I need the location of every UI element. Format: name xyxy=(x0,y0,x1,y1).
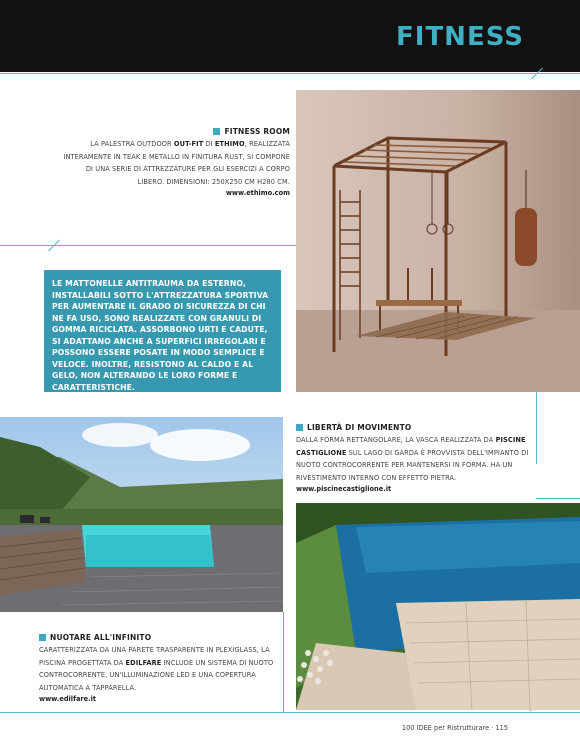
bullet-square-icon xyxy=(213,128,220,135)
fitness-room-title: FITNESS ROOM xyxy=(60,126,290,136)
liberta-body: DALLA FORMA RETTANGOLARE, LA VASCA REALIZZATA DA PISCINE CASTIGLIONE SUL LAGO DI GARDA È PROVVISTA DELL'IMPIANTO DI NUOTO CONTROCORRENTE PER MANTENERSI IN FORMA. HA UN RIVESTIMENTO INTERNO CON EFFETTO PIETRA. xyxy=(296,436,529,482)
castiglione-pool-photo xyxy=(296,503,580,710)
fitness-room-photo xyxy=(296,90,580,392)
divider-line xyxy=(536,498,580,499)
bullet-square-icon xyxy=(296,424,303,431)
callout-box xyxy=(44,270,281,392)
callout-text: LE MATTONELLE ANTITRAUMA DA ESTERNO, INSTALLABILI SOTTO L'ATTREZZATURA SPORTIVA PER AUMENTARE IL GRADO DI SICUREZZA DI CHI NE FA USO, SONO REALIZZATE CON GRANULI DI GOMMA RICICLATA. ASSORBONO URTI E CADUTE, SI ADATTANO ANCHE A SUPERFICI IRREGOLARI E POSSONO ESSERE POSATE IN MODO SEMPLICE E VELOCE. INOLTRE, RESISTONO AL CALDO E AL GELO, NON ALTERANDO LE LORO FORME E CARATTERISTICHE. xyxy=(52,279,269,392)
divider-line xyxy=(283,612,284,712)
divider-line xyxy=(0,245,296,246)
edilfare-pool-photo xyxy=(0,417,283,612)
fitness-room-url[interactable]: www.ethimo.com xyxy=(225,189,290,197)
brand-name: EDILFARE xyxy=(125,658,162,667)
liberta-title: LIBERTÀ DI MOVIMENTO xyxy=(296,422,532,432)
bullet-square-icon xyxy=(39,634,46,641)
product-name: OUT-FIT xyxy=(173,140,204,148)
nuotare-body: CARATTERIZZATA DA UNA PARETE TRASPARENTE IN PLEXIGLASS, LA PISCINA PROGETTATA DA EDILFARE INCLUDE UN SISTEMA DI NUOTO CONTROCORRENTE, UN'ILLUMINAZIONE LED E UNA COPERTURA AUTOMATICA A TAPPARELLA. xyxy=(39,646,274,692)
liberta-caption xyxy=(296,422,532,493)
fitness-room-body: LA PALESTRA OUTDOOR OUT-FIT DI ETHIMO, REALIZZATA INTERAMENTE IN TEAK E METALLO IN FINITURA RUST, SI COMPONE DI UNA SERIE DI ATTREZZATURE PER GLI ESERCIZI A CORPO LIBERO. DIMENSIONI: 250X250 CM H280 CM. xyxy=(63,140,290,186)
liberta-url[interactable]: www.piscinecastiglione.it xyxy=(296,485,392,493)
nuotare-url[interactable]: www.edilfare.it xyxy=(39,695,97,703)
brand-name: PISCINE CASTIGLIONE xyxy=(296,436,526,457)
page-footer: 100 IDEE per Ristrutturare · 115 xyxy=(401,724,508,732)
nuotare-caption xyxy=(39,632,277,703)
divider-line xyxy=(536,392,537,464)
divider-line xyxy=(0,712,580,713)
section-title: FITNESS xyxy=(396,22,524,52)
fitness-room-caption xyxy=(60,126,290,197)
nuotare-title: NUOTARE ALL'INFINITO xyxy=(39,632,277,642)
divider-line xyxy=(0,73,580,74)
section-header xyxy=(0,0,580,72)
brand-name: ETHIMO xyxy=(214,140,245,148)
